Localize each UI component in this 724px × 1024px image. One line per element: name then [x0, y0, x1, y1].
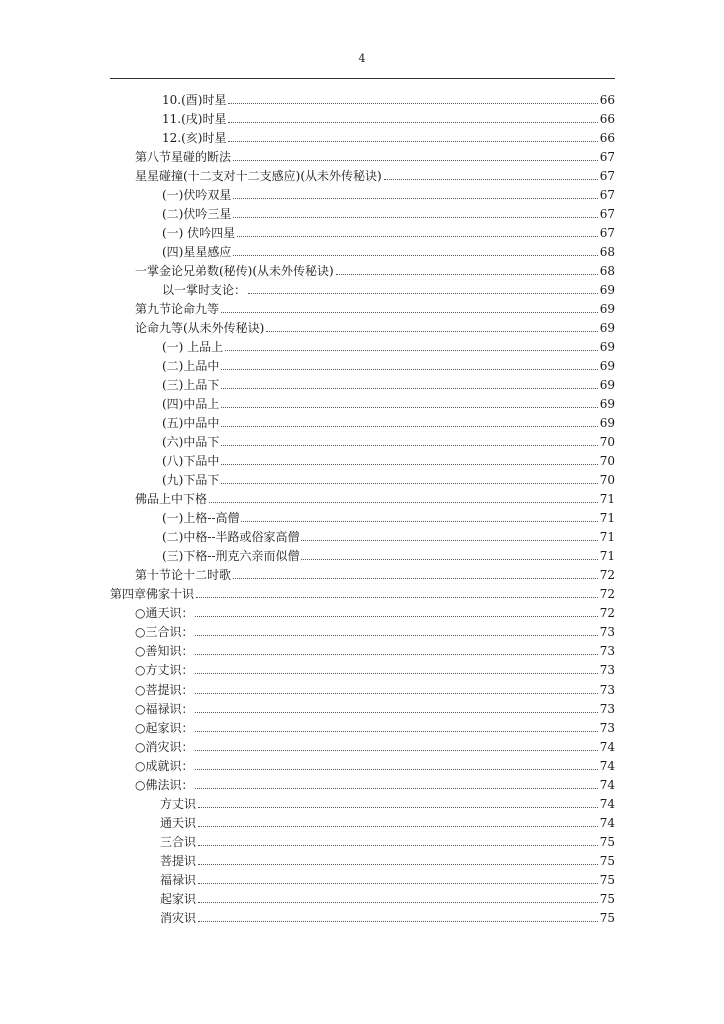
toc-entry-page: 71 [599, 511, 615, 526]
header-rule [110, 78, 615, 79]
toc-entry[interactable] [110, 449, 615, 468]
toc-entry-page: 72 [599, 606, 615, 621]
toc-entry-page: 69 [599, 321, 615, 336]
toc-entry-title: (三)下格--刑克六亲而似僧 [162, 549, 300, 564]
toc-entry[interactable] [110, 411, 615, 430]
toc-entry[interactable] [110, 297, 615, 316]
toc-entry-page: 67 [599, 207, 615, 222]
toc-entry-page: 71 [599, 549, 615, 564]
toc-entry-title: ○福禄识： [135, 701, 194, 716]
toc-entry[interactable] [110, 373, 615, 392]
dot-leader [221, 463, 597, 465]
toc-entry-title: ○消灾识： [135, 739, 194, 754]
toc-entry-title: 10.(酉)时星 [162, 93, 227, 108]
toc-entry-page: 74 [599, 739, 615, 754]
dot-leader [221, 406, 597, 408]
table-of-contents [110, 88, 615, 925]
toc-entry[interactable] [110, 544, 615, 563]
toc-entry-title: 以一掌时支论： [162, 283, 247, 298]
toc-entry-title: 11.(戌)时星 [162, 112, 227, 127]
toc-entry[interactable] [110, 240, 615, 259]
toc-entry-title: (一) 上品上 [162, 340, 224, 355]
toc-entry-page: 72 [599, 568, 615, 583]
dot-leader [195, 768, 597, 770]
dot-leader [198, 882, 598, 884]
toc-entry[interactable] [110, 354, 615, 373]
dot-leader [195, 711, 597, 713]
dot-leader [301, 539, 597, 541]
dot-leader [196, 596, 598, 598]
toc-entry[interactable] [110, 202, 615, 221]
toc-entry-page: 73 [599, 720, 615, 735]
dot-leader [336, 273, 598, 275]
dot-leader [221, 444, 597, 446]
toc-entry-title: (四)星星感应 [162, 245, 232, 260]
dot-leader [233, 216, 597, 218]
toc-entry-title: (一)伏吟双星 [162, 188, 232, 203]
toc-entry-title: ○善知识： [135, 644, 194, 659]
dot-leader [209, 501, 598, 503]
dot-leader [221, 311, 598, 313]
toc-entry[interactable] [110, 487, 615, 506]
toc-entry-title: 佛品上中下格 [135, 492, 208, 507]
toc-entry[interactable] [110, 126, 615, 145]
toc-entry-page: 71 [599, 492, 615, 507]
toc-entry-title: (三)上品下 [162, 378, 220, 393]
dot-leader [221, 425, 597, 427]
dot-leader [237, 235, 598, 237]
toc-entry-page: 67 [599, 169, 615, 184]
toc-entry[interactable] [110, 849, 615, 868]
toc-entry-page: 70 [599, 473, 615, 488]
toc-entry-page: 73 [599, 644, 615, 659]
toc-entry[interactable] [110, 639, 615, 658]
toc-entry-title: 消灾识 [160, 910, 197, 925]
dot-leader [195, 787, 597, 789]
toc-entry[interactable] [110, 563, 615, 582]
toc-entry-page: 74 [599, 815, 615, 830]
toc-entry-title: 第十节论十二时歌 [135, 568, 232, 583]
dot-leader [233, 254, 597, 256]
dot-leader [195, 692, 597, 694]
dot-leader [233, 577, 598, 579]
toc-entry-title: (九)下品下 [162, 473, 220, 488]
toc-entry-page: 75 [599, 853, 615, 868]
toc-entry-title: 三合识 [160, 834, 197, 849]
toc-entry[interactable] [110, 164, 615, 183]
toc-entry-page: 69 [599, 340, 615, 355]
toc-entry-page: 73 [599, 625, 615, 640]
toc-entry[interactable] [110, 620, 615, 639]
dot-leader [195, 634, 597, 636]
toc-entry-title: ○起家识： [135, 720, 194, 735]
dot-leader [195, 730, 597, 732]
toc-entry[interactable] [110, 468, 615, 487]
toc-entry[interactable] [110, 145, 615, 164]
toc-entry-title: 第四章佛家十识 [110, 587, 195, 602]
toc-entry[interactable] [110, 658, 615, 677]
dot-leader [195, 672, 597, 674]
toc-entry-page: 73 [599, 701, 615, 716]
toc-entry-title: 12.(亥)时星 [162, 131, 227, 146]
toc-entry[interactable] [110, 506, 615, 525]
dot-leader [195, 615, 597, 617]
toc-entry-title: (五)中品中 [162, 416, 220, 431]
toc-entry-title: 通天识 [160, 815, 197, 830]
toc-entry-title: (六)中品下 [162, 435, 220, 450]
toc-entry-title: 论命九等(从未外传秘诀) [135, 321, 265, 336]
dot-leader [198, 920, 598, 922]
toc-entry[interactable] [110, 259, 615, 278]
toc-entry-title: ○通天识： [135, 606, 194, 621]
toc-entry[interactable] [110, 811, 615, 830]
toc-entry[interactable] [110, 221, 615, 240]
dot-leader [221, 368, 597, 370]
toc-entry-title: ○成就识： [135, 758, 194, 773]
toc-entry-title: 方丈识 [160, 796, 197, 811]
toc-entry[interactable] [110, 773, 615, 792]
toc-entry-title: (一) 伏吟四星 [162, 226, 236, 241]
toc-entry-title: 福禄识 [160, 872, 197, 887]
toc-entry-page: 71 [599, 530, 615, 545]
dot-leader [195, 749, 597, 751]
toc-entry-title: 一掌金论兄弟数(秘传)(从未外传秘诀) [135, 264, 334, 279]
toc-entry-page: 75 [599, 891, 615, 906]
toc-entry-page: 73 [599, 682, 615, 697]
toc-entry-title: (二)伏吟三星 [162, 207, 232, 222]
toc-entry[interactable] [110, 316, 615, 335]
dot-leader [233, 159, 598, 161]
toc-entry[interactable] [110, 335, 615, 354]
dot-leader [225, 349, 598, 351]
dot-leader [301, 558, 597, 560]
toc-entry[interactable] [110, 906, 615, 925]
toc-entry[interactable] [110, 278, 615, 297]
dot-leader [228, 121, 597, 123]
dot-leader [198, 863, 598, 865]
toc-entry-page: 69 [599, 416, 615, 431]
toc-entry-page: 66 [599, 93, 615, 108]
toc-entry-title: ○菩提识： [135, 682, 194, 697]
toc-entry-page: 74 [599, 777, 615, 792]
toc-entry-title: ○佛法识： [135, 777, 194, 792]
toc-entry[interactable] [110, 582, 615, 601]
dot-leader [221, 387, 597, 389]
toc-entry[interactable] [110, 868, 615, 887]
toc-entry-page: 69 [599, 302, 615, 317]
dot-leader [221, 482, 597, 484]
toc-entry-page: 66 [599, 112, 615, 127]
toc-entry[interactable] [110, 716, 615, 735]
dot-leader [384, 178, 598, 180]
dot-leader [228, 102, 597, 104]
toc-entry-page: 69 [599, 283, 615, 298]
toc-entry-title: 星星碰撞(十二支对十二支感应)(从未外传秘诀) [135, 169, 382, 184]
toc-entry[interactable] [110, 430, 615, 449]
toc-entry-title: (八)下品中 [162, 454, 220, 469]
toc-entry-page: 68 [599, 264, 615, 279]
toc-entry-page: 75 [599, 872, 615, 887]
toc-entry-page: 69 [599, 378, 615, 393]
dot-leader [266, 330, 597, 332]
toc-entry-page: 72 [599, 587, 615, 602]
toc-entry[interactable] [110, 697, 615, 716]
page-number: 4 [358, 52, 366, 65]
toc-entry-title: (二)中格--半路或俗家高僧 [162, 530, 300, 545]
toc-entry[interactable] [110, 525, 615, 544]
toc-entry-page: 74 [599, 796, 615, 811]
toc-entry-title: 第九节论命九等 [135, 302, 220, 317]
toc-entry-title: ○三合识： [135, 625, 194, 640]
toc-entry-title: (一)上格--高僧 [162, 511, 240, 526]
toc-entry-page: 69 [599, 397, 615, 412]
toc-entry[interactable] [110, 735, 615, 754]
toc-entry-page: 75 [599, 834, 615, 849]
toc-entry[interactable] [110, 792, 615, 811]
toc-entry-title: 第八节星碰的断法 [135, 150, 232, 165]
dot-leader [241, 520, 597, 522]
toc-entry-title: 菩提识 [160, 853, 197, 868]
dot-leader [233, 197, 597, 199]
toc-entry[interactable] [110, 830, 615, 849]
dot-leader [198, 844, 598, 846]
toc-entry[interactable] [110, 601, 615, 620]
toc-entry-title: (四)中品上 [162, 397, 220, 412]
toc-entry-page: 70 [599, 435, 615, 450]
toc-entry[interactable] [110, 887, 615, 906]
toc-entry[interactable] [110, 754, 615, 773]
toc-entry-page: 67 [599, 226, 615, 241]
toc-entry-page: 75 [599, 910, 615, 925]
dot-leader [228, 140, 597, 142]
toc-entry[interactable] [110, 392, 615, 411]
dot-leader [195, 653, 597, 655]
toc-entry-page: 73 [599, 663, 615, 678]
toc-entry-title: ○方丈识： [135, 663, 194, 678]
dot-leader [198, 825, 598, 827]
toc-entry-page: 68 [599, 245, 615, 260]
toc-entry[interactable] [110, 88, 615, 107]
dot-leader [198, 901, 598, 903]
toc-entry-page: 69 [599, 359, 615, 374]
toc-entry-title: 起家识 [160, 891, 197, 906]
toc-entry-page: 74 [599, 758, 615, 773]
toc-entry-page: 67 [599, 150, 615, 165]
toc-entry[interactable] [110, 107, 615, 126]
toc-entry-page: 70 [599, 454, 615, 469]
dot-leader [248, 292, 598, 294]
dot-leader [198, 806, 598, 808]
toc-entry[interactable] [110, 183, 615, 202]
toc-entry-page: 67 [599, 188, 615, 203]
toc-entry[interactable] [110, 677, 615, 696]
toc-entry-title: (二)上品中 [162, 359, 220, 374]
toc-entry-page: 66 [599, 131, 615, 146]
